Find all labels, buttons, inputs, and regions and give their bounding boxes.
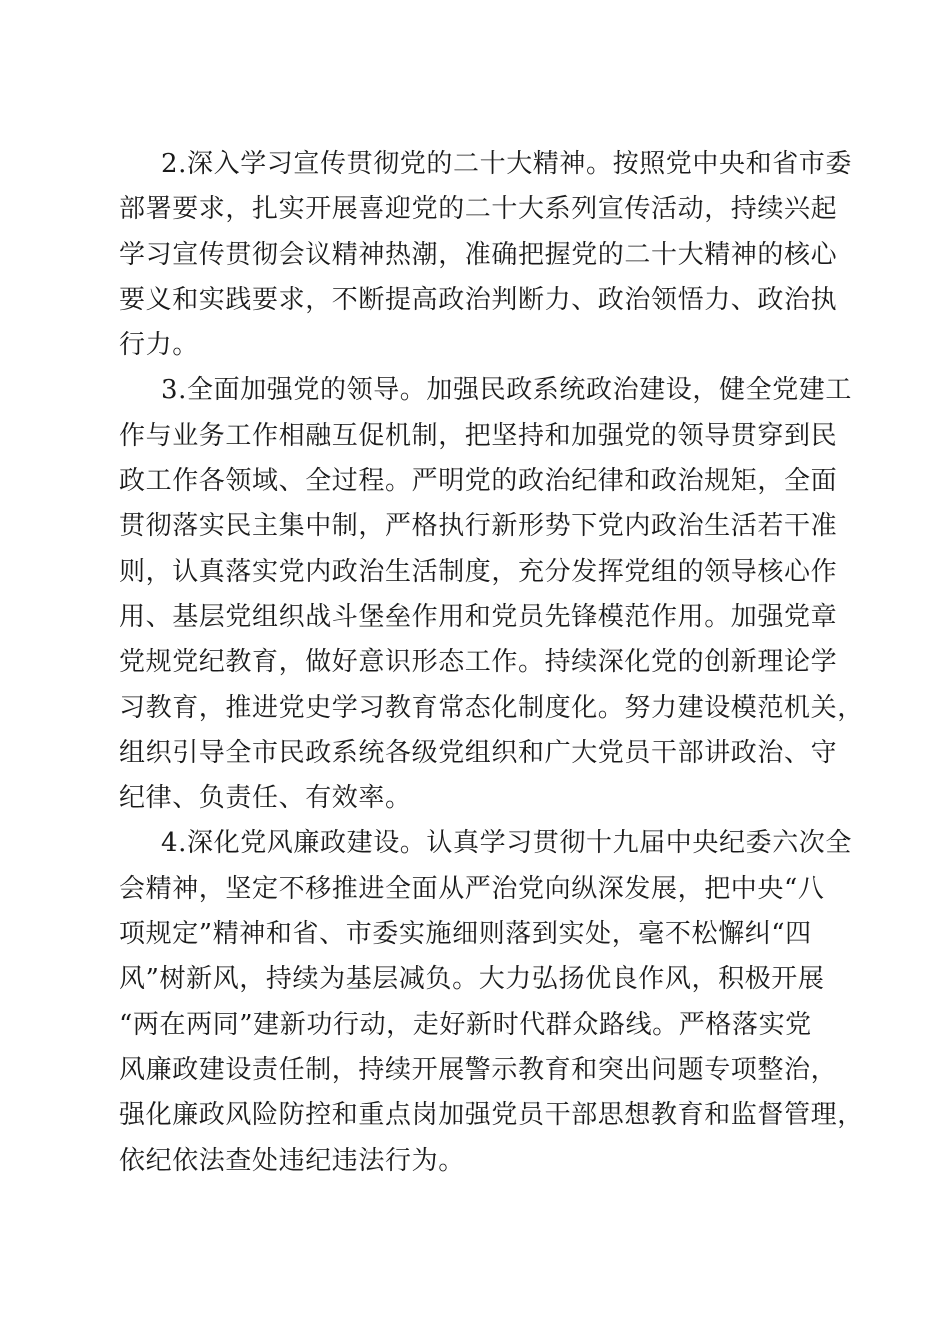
- paragraph-line: 行力。: [119, 330, 199, 361]
- paragraph-line: 依纪依法查处违纪违法行为。: [119, 1145, 465, 1176]
- paragraph-line: 政工作各领域、全过程。严明党的政治纪律和政治规矩，全面: [119, 466, 838, 497]
- paragraph-2: [119, 142, 853, 368]
- paragraph-line: 习教育，推进党史学习教育常态化制度化。努力建设模范机关，: [119, 692, 864, 723]
- paragraph-line: 则，认真落实党内政治生活制度，充分发挥党组的领导核心作: [119, 556, 838, 587]
- paragraph-line: 要义和实践要求，不断提高政治判断力、政治领悟力、政治执: [119, 284, 838, 315]
- paragraph-line: 学习宣传贯彻会议精神热潮，准确把握党的二十大精神的核心: [119, 239, 838, 270]
- paragraph-3: [119, 368, 864, 821]
- paragraph-line: 贯彻落实民主集中制，严格执行新形势下党内政治生活若干准: [119, 511, 838, 542]
- paragraph-line: 会精神，坚定不移推进全面从严治党向纵深发展，把中央“八: [119, 873, 825, 904]
- paragraph-line: 强化廉政风险防控和重点岗加强党员干部思想教育和监督管理，: [119, 1100, 864, 1131]
- paragraph-line: 用、基层党组织战斗堡垒作用和党员先锋模范作用。加强党章: [119, 601, 838, 632]
- paragraph-line: 部署要求，扎实开展喜迎党的二十大系列宣传活动，持续兴起: [119, 194, 838, 225]
- paragraph-line: 作与业务工作相融互促机制，把坚持和加强党的领导贯穿到民: [119, 420, 838, 451]
- paragraph-line: 纪律、负责任、有效率。: [119, 783, 412, 814]
- paragraph-4: [119, 821, 864, 1183]
- paragraph-line: 党规党纪教育，做好意识形态工作。持续深化党的创新理论学: [119, 647, 838, 678]
- paragraph-line: 风廉政建设责任制，持续开展警示教育和突出问题专项整治，: [119, 1054, 838, 1085]
- paragraph-line: “两在两同”建新功行动，走好新时代群众路线。严格落实党: [119, 1009, 812, 1040]
- paragraph-line: 4.深化党风廉政建设。认真学习贯彻十九届中央纪委六次全: [161, 828, 853, 859]
- paragraph-line: 风”树新风，持续为基层减负。大力弘扬优良作风，积极开展: [119, 964, 825, 995]
- paragraph-line: 项规定”精神和省、市委实施细则落到实处，毫不松懈纠“四: [119, 919, 812, 950]
- document-body: [119, 142, 864, 1184]
- paragraph-line: 2.深入学习宣传贯彻党的二十大精神。按照党中央和省市委: [161, 149, 853, 179]
- paragraph-line: 3.全面加强党的领导。加强民政系统政治建设，健全党建工: [161, 375, 853, 406]
- paragraph-line: 组织引导全市民政系统各级党组织和广大党员干部讲政治、守: [119, 737, 838, 768]
